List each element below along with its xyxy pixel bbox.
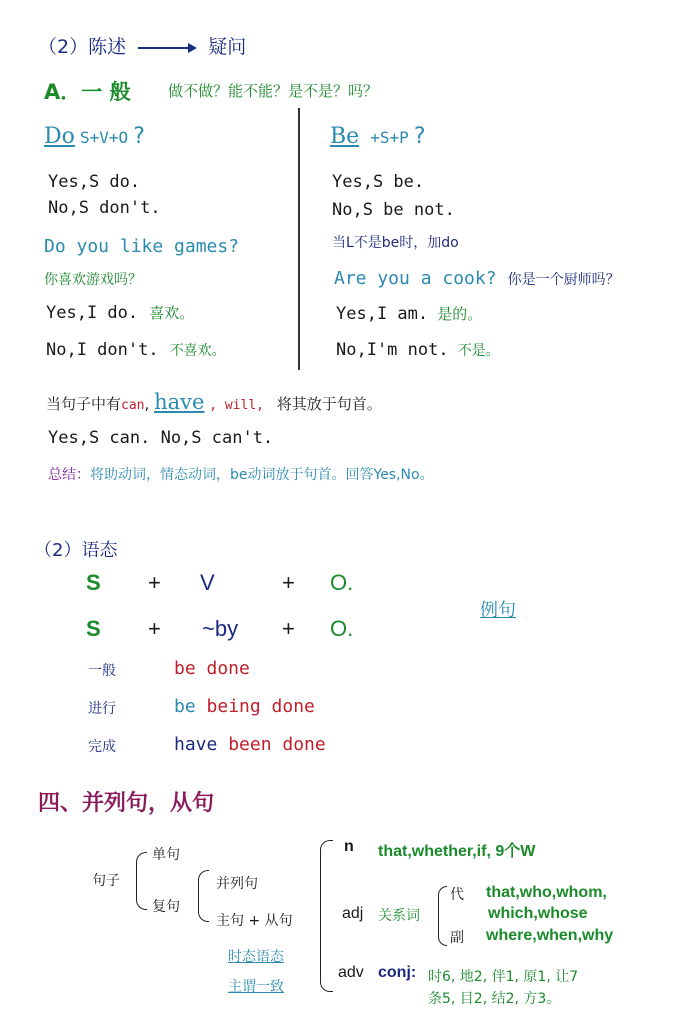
clause-n-text: that,whether,if, 9个W (378, 843, 536, 860)
do-yes-answer: Yes,S do. (48, 172, 141, 192)
be-example-no-text: No,I'm not. (336, 340, 449, 360)
rel-pronoun-words-1: that,who,whom, (486, 884, 607, 901)
voice-passive-s: S (86, 616, 101, 641)
section-heading-voice: （2）语态 (34, 540, 118, 561)
do-example-question: Do you like games? (44, 236, 240, 257)
be-no-answer: No,S be not. (332, 200, 455, 220)
modal-comma: , (144, 395, 150, 413)
voice-passive-plus1: + (148, 616, 161, 641)
form-progressive-rest: being done (195, 696, 315, 717)
form-label-perfect: 完成 (88, 739, 116, 755)
label-a-general: A．一 般 (44, 80, 131, 104)
conj-line-1: 时6, 地2, 伴1, 原1, 让7 (428, 969, 579, 985)
do-question-mark: ? (133, 124, 145, 149)
summary-label: 总结： (48, 467, 90, 483)
modal-rule (46, 390, 382, 414)
tree-main-sub: 主句 + 从句 (216, 913, 293, 929)
tree-simple: 单句 (152, 847, 180, 863)
rel-pronoun-words-2: which,whose (488, 905, 588, 922)
clause-conj-label: conj: (378, 964, 417, 981)
form-perfect-have: have (174, 734, 218, 755)
be-question-mark: ? (413, 124, 426, 149)
clause-adj-label: adj (342, 905, 364, 922)
voice-active-v: V (200, 570, 215, 595)
form-perfect-rest: been done (217, 734, 326, 755)
rel-adverb-words: where,when,why (486, 927, 614, 944)
be-formula: +S+P (370, 128, 409, 147)
be-example-question (334, 268, 620, 289)
link-agreement[interactable]: 主谓一致 (228, 979, 284, 995)
voice-active-o: O. (330, 570, 354, 595)
be-example-question-cn: 你是一个厨师吗？ (507, 272, 620, 288)
do-example-yes-text: Yes,I do. (46, 303, 139, 323)
do-formula: S+V+O (79, 128, 129, 147)
brace-sentence (136, 852, 147, 910)
heading-statement-text: （2）陈述 (38, 36, 127, 58)
brace-relatives (438, 886, 447, 946)
clause-n-label: n (344, 838, 354, 855)
modal-answer: Yes,S can. No,S can't. (48, 428, 274, 448)
be-example-yes-text: Yes,I am. (336, 304, 429, 324)
do-example-no-text: No,I don't. (46, 340, 159, 360)
summary-text: 将助动词，情态动词，be动词放于句首。回答Yes,No。 (90, 467, 434, 483)
be-example-no (336, 340, 500, 360)
tree-compound: 并列句 (216, 876, 258, 892)
rel-pronoun-label: 代 (450, 887, 464, 903)
be-yes-answer: Yes,S be. (332, 172, 425, 192)
form-label-progressive: 进行 (88, 701, 116, 717)
do-word: Do (44, 124, 75, 149)
do-example-yes-cn: 喜欢。 (149, 304, 195, 322)
do-example-no (46, 340, 226, 360)
do-example-yes (46, 302, 194, 323)
modal-can: can (121, 398, 145, 413)
example-link[interactable]: 例句 (480, 600, 516, 621)
link-tense-voice[interactable]: 时态语态 (228, 949, 284, 965)
section-heading-statement (38, 32, 246, 59)
voice-row-active (86, 570, 386, 600)
voice-passive-plus2: + (282, 616, 295, 641)
modal-have: have (154, 390, 205, 414)
clause-rel-word: 关系词 (378, 908, 420, 924)
voice-active-plus2: + (282, 570, 295, 595)
do-example-question-cn: 你喜欢游戏吗？ (44, 272, 142, 288)
form-progressive (174, 696, 315, 717)
rel-adverb-label: 副 (450, 930, 464, 946)
tree-sentence: 句子 (92, 873, 120, 889)
be-example-question-text: Are you a cook? (334, 268, 497, 289)
modal-rule-prefix: 当句子中有 (46, 395, 122, 413)
form-perfect (174, 734, 326, 755)
voice-passive-o: O. (330, 616, 354, 641)
section-heading-clauses: 四、并列句，从句 (38, 791, 215, 816)
heading-question-text: 疑问 (208, 36, 247, 58)
do-no-answer: No,S don't. (48, 198, 161, 218)
brace-complex (198, 870, 209, 922)
form-simple: be done (174, 658, 250, 679)
form-progressive-be: be (174, 696, 196, 717)
modal-rule-suffix: 将其放于句首。 (276, 395, 382, 413)
do-formula-title (44, 124, 145, 149)
general-question-examples: 做不做？能不能？是不是？吗？ (168, 82, 379, 100)
form-label-simple: 一般 (88, 663, 116, 679)
summary (48, 464, 434, 484)
be-example-no-cn: 不是。 (457, 343, 500, 359)
tree-complex: 复句 (152, 899, 180, 915)
be-word: Be (330, 124, 360, 149)
conj-line-2: 条5, 目2, 结2, 方3。 (428, 991, 561, 1007)
be-example-yes (336, 303, 482, 324)
brace-clauses (320, 840, 333, 992)
voice-passive-by: ~by (202, 616, 239, 641)
clause-adv-label: adv (338, 964, 364, 981)
be-formula-title (330, 124, 426, 149)
voice-active-plus1: + (148, 570, 161, 595)
be-example-yes-cn: 是的。 (437, 305, 483, 323)
be-note: 当L不是be时，加do (332, 235, 459, 251)
modal-will: , will, (209, 398, 264, 413)
voice-active-s: S (86, 570, 101, 595)
voice-row-passive (86, 616, 386, 646)
column-divider (298, 108, 300, 370)
arrow-right-icon (136, 41, 198, 55)
do-example-no-cn: 不喜欢。 (169, 343, 226, 359)
